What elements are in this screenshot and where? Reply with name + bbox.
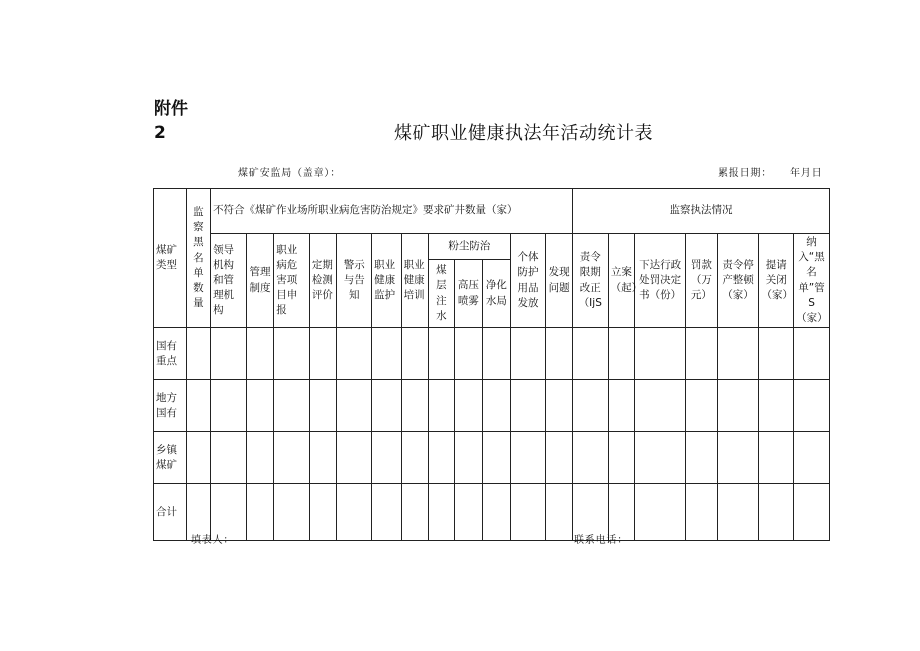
spray-header: 高压喷雾 <box>454 259 483 328</box>
warning-header: 警示与告知 <box>337 234 372 328</box>
row-label: 地方国有 <box>154 380 187 432</box>
hazard-report-header: 职业病危害项目申报 <box>274 234 310 328</box>
filler-label: 填表人： <box>191 535 235 546</box>
table-row <box>154 328 830 380</box>
blacklist-count-header: 纳入“黑名单”管S（家） <box>794 234 830 328</box>
coal-water-header: 煤层注水 <box>429 259 454 328</box>
table-row <box>154 432 830 484</box>
page-title: 煤矿职业健康执法年活动统计表 <box>394 123 653 144</box>
leadership-header: 领导机构和管理机构 <box>211 234 247 328</box>
header-row-2 <box>154 234 830 260</box>
suspend-header: 责令停产整顿（家） <box>717 234 759 328</box>
row-label: 合计 <box>154 484 187 541</box>
attachment-number: 2 <box>154 123 166 143</box>
penalty-docs-header: 下达行政处罚决定书（份） <box>635 234 686 328</box>
periodic-test-header: 定期检测评价 <box>309 234 337 328</box>
health-training-header: 职业健康培训 <box>401 234 429 328</box>
attachment-label <box>154 97 188 145</box>
table-row <box>154 380 830 432</box>
dust-control-header: 粉尘防治 <box>429 234 511 260</box>
phone-label: 联系电话： <box>574 535 628 546</box>
header-row-1 <box>154 189 830 234</box>
noncompliance-header: 不符合《煤矿作业场所职业病危害防治规定》要求矿井数量（家） <box>211 189 573 234</box>
mine-type-header: 煤矿类型 <box>154 189 187 328</box>
date-value: 年月日 <box>790 168 823 179</box>
row-label: 国有重点 <box>154 328 187 380</box>
date-label: 累报日期： <box>718 168 772 179</box>
row-label: 乡镇煤矿 <box>154 432 187 484</box>
statistics-table <box>153 188 830 541</box>
rectify-header: 责令限期改正（IjS <box>572 234 608 328</box>
health-monitor-header: 职业健康监护 <box>372 234 402 328</box>
report-date <box>718 164 822 179</box>
blacklist-header: 监察黑名单数量 <box>186 189 210 328</box>
attachment-line1: 附件 <box>154 99 188 119</box>
purify-header: 净化水局 <box>483 259 511 328</box>
bureau-label: 煤矿安监局（盖章）： <box>238 168 341 179</box>
fines-header: 罚款（万元） <box>686 234 718 328</box>
ppe-header: 个体防护用品发放 <box>510 234 546 328</box>
table-row <box>154 484 830 541</box>
close-header: 提请关闭（家） <box>759 234 794 328</box>
cases-header: 立案（起） <box>608 234 635 328</box>
management-header: 管理制度 <box>246 234 274 328</box>
supervision-header: 监察执法情况 <box>572 189 829 234</box>
found-issues-header: 发现问题 <box>546 234 573 328</box>
